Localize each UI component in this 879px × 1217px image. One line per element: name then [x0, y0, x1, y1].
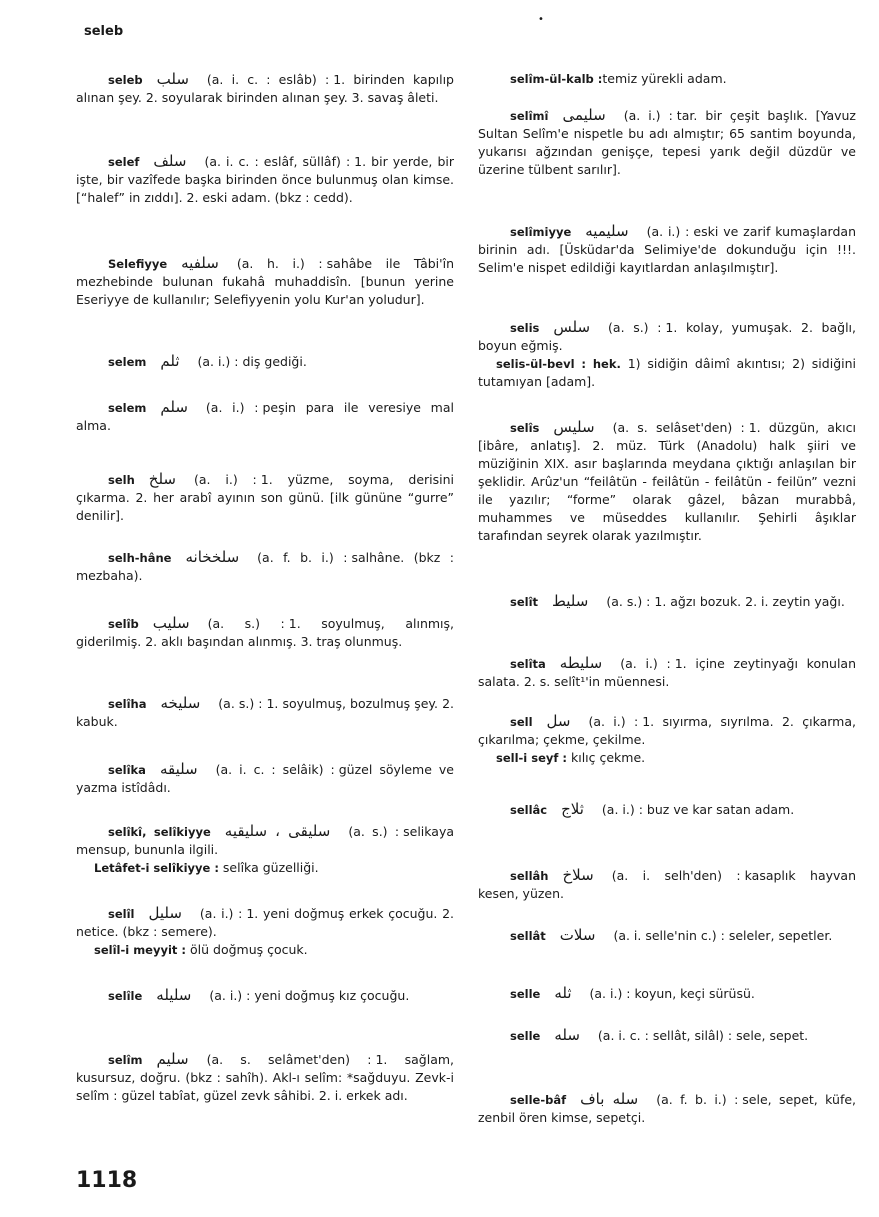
definition: eski ve zarif kumaşlardan birinin adı. [Üsküdar'da Selimiye'de dokunduğu için !!!. Selim'e nispet edildiği kayıtlardan anlaşılmıştır]. [478, 224, 856, 275]
dictionary-entry [478, 800, 856, 819]
arabic-script: سليل [148, 904, 182, 922]
arabic-script: سليقه [159, 760, 198, 778]
etymology: (a. i. selh'den) : [611, 868, 741, 883]
dictionary-entry [478, 984, 856, 1003]
etymology: (a. i. c. : eslâb) : [206, 72, 330, 87]
definition: diş gediği. [242, 354, 307, 369]
etymology: (a. i.) : [601, 802, 643, 817]
dictionary-entry [76, 760, 454, 797]
etymology: (a. i. c. : eslâf, süllâf) : [204, 154, 351, 169]
etymology: (a. s.) : [207, 616, 285, 631]
dictionary-entry [76, 70, 454, 107]
headword: selle-bâf [510, 1093, 567, 1107]
sub-definition: 1) sidiğin dâimî akıntısı; 2) sidiğini tutamıyan [adam]. [478, 356, 856, 389]
etymology: (a. s.) : [608, 320, 662, 335]
headword: sell [510, 715, 533, 729]
arabic-script: ثلاج [561, 800, 584, 818]
dictionary-entry [478, 222, 856, 277]
definition: temiz yürekli adam. [602, 71, 727, 86]
headword: seleb [108, 73, 143, 87]
etymology: (a. i.) : [589, 986, 631, 1001]
etymology: (a. s. selâmet'den) : [206, 1052, 372, 1067]
arabic-script: سلب [156, 70, 189, 88]
sub-headword: sell-i seyf : [496, 751, 567, 765]
headword: selît [510, 595, 539, 609]
page-number: 1118 [76, 1168, 138, 1193]
arabic-script: سلس [553, 318, 591, 336]
running-head: seleb [84, 24, 124, 39]
dictionary-entry [76, 548, 454, 585]
etymology: (a. i.) : [620, 656, 671, 671]
definition: 1. yeni doğmuş erkek çocuğu. 2. netice. (bkz : semere). [76, 906, 455, 939]
headword: Selefiyye [108, 257, 168, 271]
arabic-script: سل [546, 712, 571, 730]
dictionary-entry [76, 904, 454, 959]
etymology: (a. s.) : [218, 696, 263, 711]
dictionary-entry [76, 614, 454, 651]
arabic-script: سلخخانه [185, 548, 240, 566]
etymology: (a. s. selâset'den) : [612, 420, 745, 435]
definition: seleler, sepetler. [728, 928, 833, 943]
sub-definition: selîka güzelliği. [222, 860, 319, 875]
definition: sahâbe ile Tâbi'în mezhebinde bulunan fukahâ muhaddisîn. [bunun yerine Eseriyye de kullanılır; Selefiyyenin yolu Kur'an yoludur]. [76, 256, 454, 307]
definition: 1. kolay, yumuşak. 2. bağlı, boyun eğmiş. [478, 320, 856, 353]
arabic-script: ثله [554, 984, 572, 1002]
etymology: (a. h. i.) : [236, 256, 323, 271]
definition: tar. bir çeşit başlık. [Yavuz Sultan Selîm'e nispetle bu adı almıştır; 65 santim boyunda, yukarısı ağzından genişçe, tepesi yarık değil düzdür ve üzerine tülbent sarılır]. [478, 108, 856, 177]
arabic-script: سليب [152, 614, 190, 632]
headword: selîmî [510, 109, 549, 123]
dictionary-entry [478, 70, 856, 88]
dictionary-entry [76, 822, 454, 877]
etymology: (a. i. c. : selâik) : [215, 762, 335, 777]
headword: selem [108, 401, 147, 415]
headword: selîm [108, 1053, 143, 1067]
sub-headword: selis-ül-bevl : hek. [496, 357, 621, 371]
dictionary-entry [478, 1090, 856, 1127]
headword: selîb [108, 617, 139, 631]
definition: yeni doğmuş kız çocuğu. [254, 988, 410, 1003]
dictionary-entry [478, 866, 856, 903]
headword: sellâc [510, 803, 548, 817]
etymology: (a. i.) : [205, 400, 259, 415]
definition: 1. bir yerde, bir işte, bir vazîfede başka birinden önce bulunmuş olan kimse. [“halef” in zıddı]. 2. eski adam. (bkz : cedd). [76, 154, 455, 205]
headword: selîkî, selîkiyye [108, 825, 211, 839]
definition: selikaya mensup, bununla ilgili. [76, 824, 455, 857]
definition: sele, sepet. [736, 1028, 809, 1043]
arabic-script: سليطه [559, 654, 603, 672]
dictionary-entry [478, 106, 856, 179]
dictionary-entry [76, 470, 454, 525]
etymology: (a. i.) : [646, 224, 690, 239]
sub-definition: kılıç çekme. [570, 750, 646, 765]
headword: sellât [510, 929, 546, 943]
headword: selîha [108, 697, 147, 711]
etymology: (a. i.) : [199, 906, 243, 921]
arabic-script: سلم [160, 398, 188, 416]
etymology: (a. i. c. : sellât, silâl) : [597, 1028, 733, 1043]
arabic-script: سله [554, 1026, 580, 1044]
arabic-script: سليله [156, 986, 192, 1004]
definition: 1. içine zeytinyağı konulan salata. 2. s. selît¹'in müennesi. [478, 656, 856, 689]
etymology: (a. i.) : [209, 988, 251, 1003]
definition: peşin para ile veresiye mal alma. [76, 400, 454, 433]
dictionary-entry [478, 654, 856, 691]
arabic-script: سليقى ، سليقيه [224, 822, 331, 840]
headword: selef [108, 155, 140, 169]
arabic-script: سليمى [562, 106, 606, 124]
dictionary-entry [478, 926, 856, 945]
etymology: (a. i.) : [194, 472, 257, 487]
headword: selîs [510, 421, 540, 435]
headword: selîta [510, 657, 546, 671]
arabic-script: سلف [153, 152, 187, 170]
dictionary-entry [76, 254, 454, 309]
etymology: (a. i.) : [197, 354, 239, 369]
definition: 1. düzgün, akıcı [ibâre, anlatış]. 2. müz. Türk (Anadolu) halk şiiri ve müziğinin XIX. asır başlarında meydana çıktığı anlaşılan bir şeklidir. Arûz'un “feilâtün - feilâtün - feilâtün - feilün” vezni ile yazılır; “forme” olarak gâzel, bâzan murabbâ, muhammes ve müseddes kullanılır. Şehirli âşıklar tarafından seyrek olarak yazılmıştır. [478, 420, 856, 543]
headword: selîle [108, 989, 143, 1003]
headword: selle [510, 987, 541, 1001]
etymology: (a. i.) : [588, 714, 639, 729]
definition: sele, sepet, küfe, zenbil ören kimse, sepetçi. [478, 1092, 857, 1125]
headword: selle [510, 1029, 541, 1043]
etymology: (a. s.) : [606, 594, 651, 609]
sub-definition: ölü doğmuş çocuk. [190, 942, 308, 957]
dictionary-entry [478, 712, 856, 767]
arabic-script: سلات [559, 926, 596, 944]
arabic-script: سلاخ [562, 866, 594, 884]
arabic-script: سلفيه [181, 254, 219, 272]
etymology: (a. f. b. i.) : [257, 550, 348, 565]
headword: selîka [108, 763, 146, 777]
definition: salhâne. (bkz : mezbaha). [76, 550, 454, 583]
headword: selîmiyye [510, 225, 572, 239]
definition: 1. sıyırma, sıyrılma. 2. çıkarma, çıkarılma; çekme, çekilme. [478, 714, 856, 747]
dictionary-entry [478, 1026, 856, 1045]
definition: kasaplık hayvan kesen, yüzen. [478, 868, 857, 901]
headword: selîm-ül-kalb : [510, 72, 603, 86]
sub-headword: selîl-i meyyit : [94, 943, 187, 957]
headword: sellâh [510, 869, 549, 883]
dictionary-entry [76, 398, 454, 435]
dictionary-entry [76, 152, 454, 207]
arabic-script: سله باف [580, 1090, 639, 1108]
etymology: (a. f. b. i.) : [656, 1092, 739, 1107]
arabic-script: سليخه [160, 694, 201, 712]
dictionary-entry [76, 694, 454, 731]
definition: 1. soyulmuş, bozulmuş şey. 2. kabuk. [76, 696, 454, 729]
arabic-script: سليس [553, 418, 595, 436]
headword: selîl [108, 907, 135, 921]
headword: selis [510, 321, 540, 335]
definition: güzel söyleme ve yazma istîdâdı. [76, 762, 454, 795]
dictionary-entry [76, 352, 454, 371]
definition: 1. birinden kapılıp alınan şey. 2. soyularak birinden alınan şey. 3. savaş âleti. [76, 72, 454, 105]
arabic-script: سليط [552, 592, 589, 610]
headword: selem [108, 355, 147, 369]
etymology: (a. i. selle'nin c.) : [613, 928, 725, 943]
definition: 1. yüzme, soyma, derisini çıkarma. 2. her arabî ayının son günü. [ilk gününe “gurre” denilir]. [76, 472, 454, 523]
dictionary-entry [76, 986, 454, 1005]
definition: buz ve kar satan adam. [646, 802, 795, 817]
headword: selh-hâne [108, 551, 172, 565]
definition: koyun, keçi sürüsü. [634, 986, 755, 1001]
dictionary-entry [478, 318, 856, 391]
headword: selh [108, 473, 135, 487]
definition: 1. sağlam, kusursuz, doğru. (bkz : sahîh). Akl-ı selîm: *sağduyu. Zevk-i selîm : güzel tabîat, güzel zevk sâhibi. 2. i. erkek adı. [76, 1052, 455, 1103]
arabic-script: سلخ [148, 470, 176, 488]
dictionary-entry [478, 592, 856, 611]
arabic-script: سليميه [585, 222, 629, 240]
dictionary-entry [478, 418, 856, 545]
sub-headword: Letâfet-i selîkiyye : [94, 861, 219, 875]
etymology: (a. i.) : [623, 108, 673, 123]
arabic-script: سليم [156, 1050, 189, 1068]
arabic-script: ثلم [160, 352, 180, 370]
definition: 1. ağzı bozuk. 2. i. zeytin yağı. [654, 594, 845, 609]
dot-mark: • [538, 14, 544, 25]
etymology: (a. s.) : [348, 824, 400, 839]
definition: 1. soyulmuş, alınmış, giderilmiş. 2. aklı başından alınmış. 3. traş olunmuş. [76, 616, 455, 649]
dictionary-entry [76, 1050, 454, 1105]
